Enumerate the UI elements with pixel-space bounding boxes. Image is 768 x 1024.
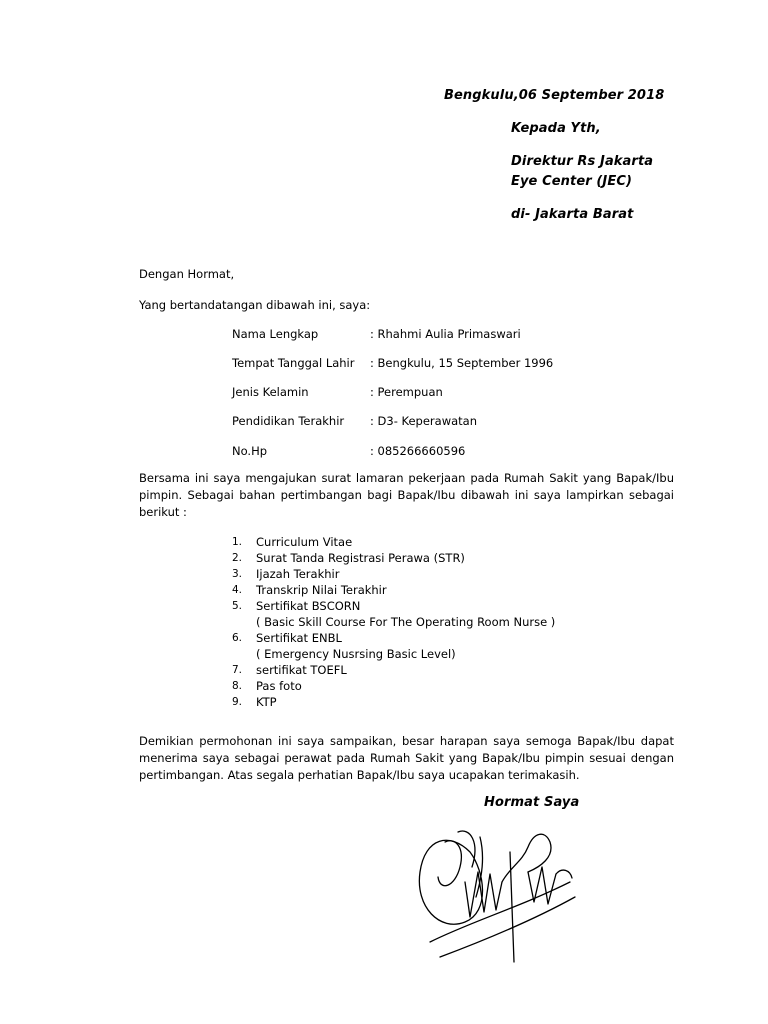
list-item [232,598,555,630]
list-number: 9. [232,696,243,708]
list-item [232,694,555,710]
field-label-phone: No.Hp [232,444,268,458]
list-number: 4. [232,584,243,596]
list-item-text: Ijazah Terakhir [256,567,340,581]
closing-salutation: Hormat Saya [484,795,580,810]
list-item [232,630,555,662]
list-number: 7. [232,664,243,676]
place-date: Bengkulu,06 September 2018 [444,88,665,103]
list-item [232,582,555,598]
signature-image [410,812,580,972]
list-item-text: Transkrip Nilai Terakhir [256,583,387,597]
addressee-institution: Eye Center (JEC) [511,174,633,189]
addressee-location: di- Jakarta Barat [511,207,634,222]
addressee-title: Direktur Rs Jakarta [511,154,654,169]
list-item-subtext: ( Emergency Nusrsing Basic Level) [256,647,456,661]
list-item-subtext: ( Basic Skill Course For The Operating Room Nurse ) [256,615,556,629]
field-value-education: : D3- Keperawatan [370,414,477,428]
list-number: 3. [232,568,243,580]
field-label-name: Nama Lengkap [232,327,319,341]
intro-line: Yang bertandatangan dibawah ini, saya: [139,298,371,312]
list-item [232,678,555,694]
attachment-list [232,534,555,710]
list-number: 6. [232,632,243,644]
list-item-text: Sertifikat ENBL [256,631,342,645]
paragraph-closing: Demikian permohonan ini saya sampaikan, besar harapan saya semoga Bapak/Ibu dapat menerima saya sebagai perawat pada Rumah Sakit yang Bapak/Ibu pimpin sesuai dengan pertimbangan. Atas segala perhatian Bapak/Ibu saya ucapakan terimakasih. [139,734,674,782]
list-number: 2. [232,552,243,564]
field-label-education: Pendidikan Terakhir [232,414,345,428]
list-item-text: sertifikat TOEFL [256,663,347,677]
list-item [232,566,555,582]
field-value-birth: : Bengkulu, 15 September 1996 [370,356,554,370]
field-label-gender: Jenis Kelamin [232,385,309,399]
list-item-text: KTP [256,695,277,709]
field-label-birth: Tempat Tanggal Lahir [232,356,355,370]
field-value-name: : Rhahmi Aulia Primaswari [370,327,521,341]
list-item-text: Surat Tanda Registrasi Perawa (STR) [256,551,465,565]
list-number: 5. [232,600,243,612]
list-item [232,534,555,550]
addressee-salutation: Kepada Yth, [511,121,601,136]
list-item [232,662,555,678]
list-item [232,550,555,566]
paragraph-request: Bersama ini saya mengajukan surat lamaran pekerjaan pada Rumah Sakit yang Bapak/Ibu pimpin. Sebagai bahan pertimbangan bagi Bapak/Ibu dibawah ini saya lampirkan sebagai berikut : [139,471,674,519]
list-number: 1. [232,536,243,548]
field-value-phone: : 085266660596 [370,444,466,458]
list-item-text: Sertifikat BSCORN [256,599,361,613]
list-item-text: Pas foto [256,679,302,693]
list-number: 8. [232,680,243,692]
greeting: Dengan Hormat, [139,267,235,281]
list-item-text: Curriculum Vitae [256,535,353,549]
field-value-gender: : Perempuan [370,385,443,399]
